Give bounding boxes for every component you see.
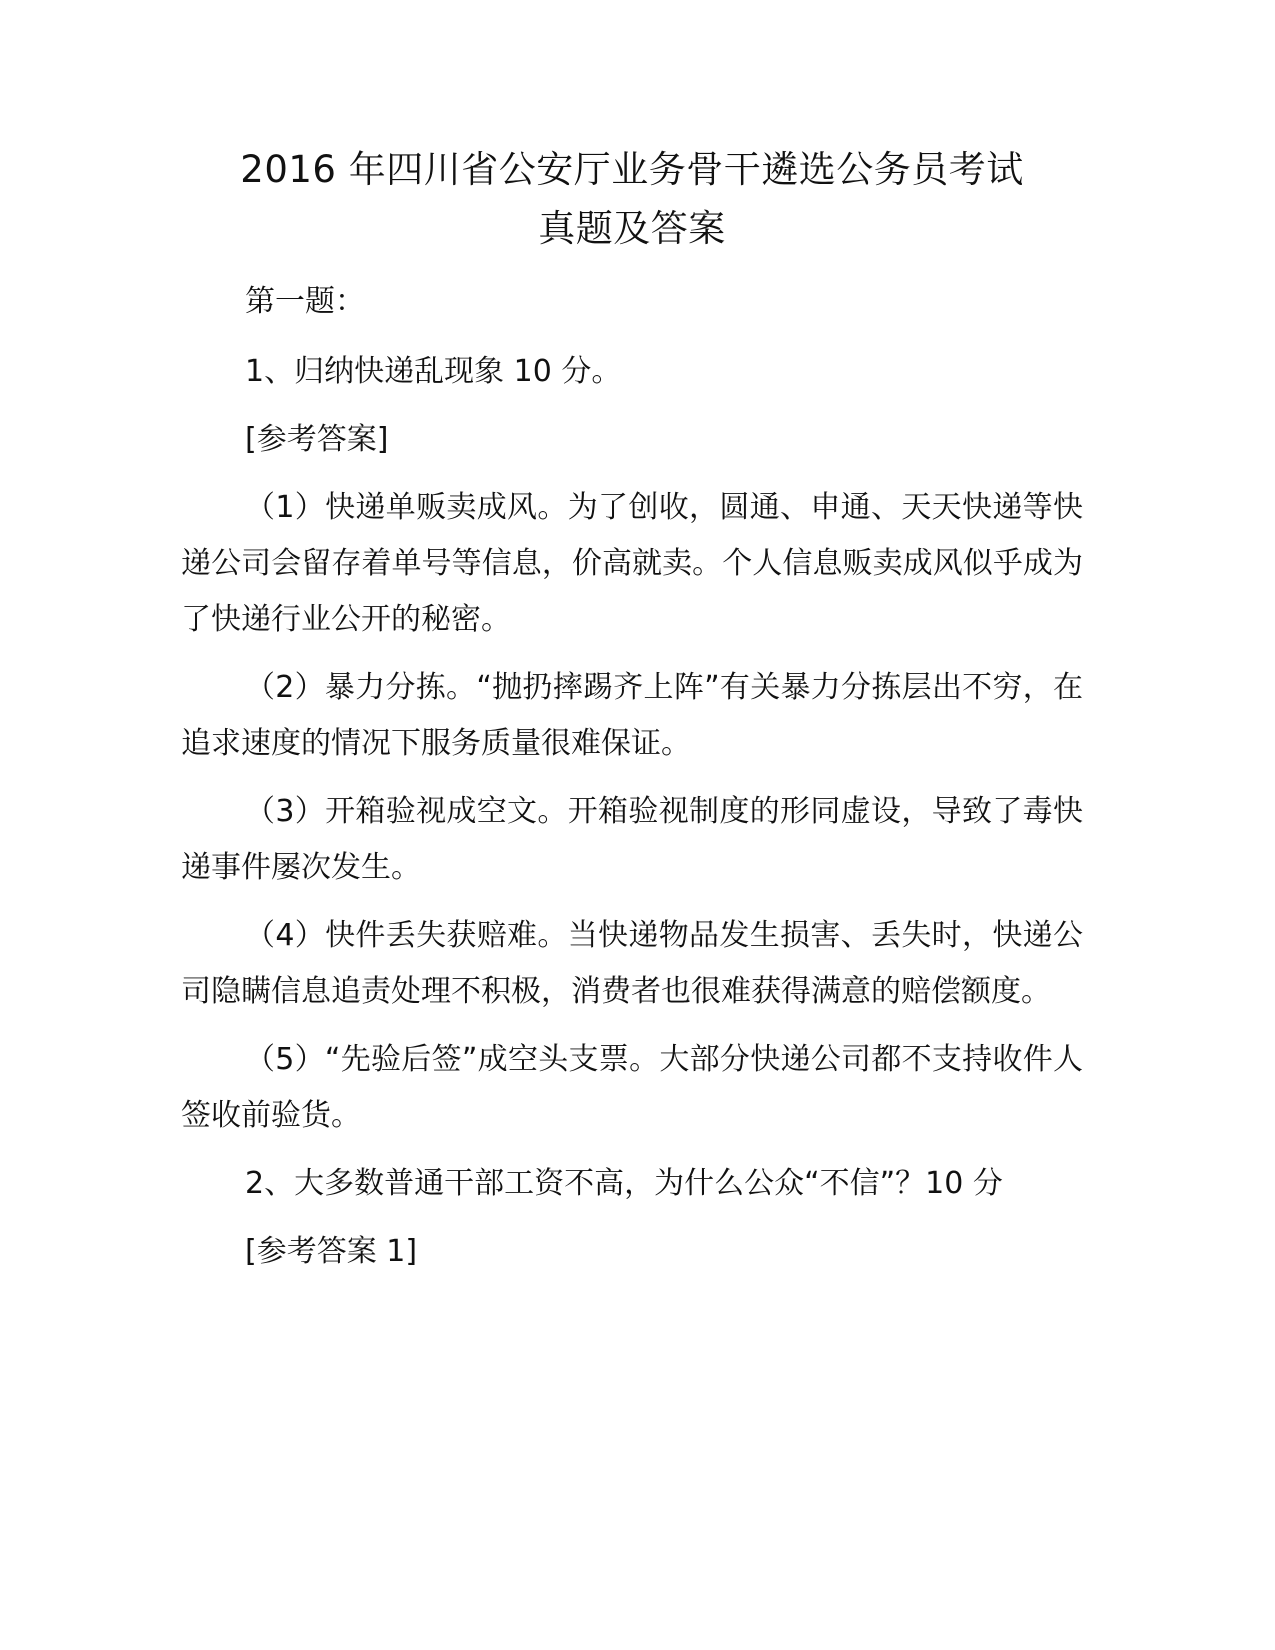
title-line-2: 真题及答案: [538, 207, 726, 250]
document-title: [181, 140, 1083, 258]
title-line-1: 2016 年四川省公安厅业务骨干遴选公务员考试: [240, 148, 1024, 191]
question-2: 2、大多数普通干部工资不高，为什么公众“不信”？10 分: [245, 1166, 1003, 1201]
reference-answer-1-label: [参考答案 1]: [245, 1234, 418, 1269]
answer-item-4: （4）快件丢失获赔难。当快递物品发生损害、丢失时，快递公司隐瞒信息追责处理不积极，消费者也很难获得满意的赔偿额度。: [181, 918, 1083, 1009]
answer-item-1: （1）快递单贩卖成风。为了创收，圆通、申通、天天快递等快递公司会留存着单号等信息，价高就卖。个人信息贩卖成风似乎成为了快递行业公开的秘密。: [181, 490, 1083, 637]
section-heading: 第一题：: [245, 284, 365, 319]
document-page: [181, 140, 1083, 1292]
answer-item-5: （5）“先验后签”成空头支票。大部分快递公司都不支持收件人签收前验货。: [181, 1042, 1083, 1133]
answer-item-3: （3）开箱验视成空文。开箱验视制度的形同虚设，导致了毒快递事件屡次发生。: [181, 794, 1083, 885]
reference-answer-label: [参考答案]: [245, 422, 389, 457]
answer-item-2: （2）暴力分拣。“抛扔摔踢齐上阵”有关暴力分拣层出不穷，在追求速度的情况下服务质量很难保证。: [181, 670, 1083, 761]
question-1: 1、归纳快递乱现象 10 分。: [245, 354, 622, 389]
